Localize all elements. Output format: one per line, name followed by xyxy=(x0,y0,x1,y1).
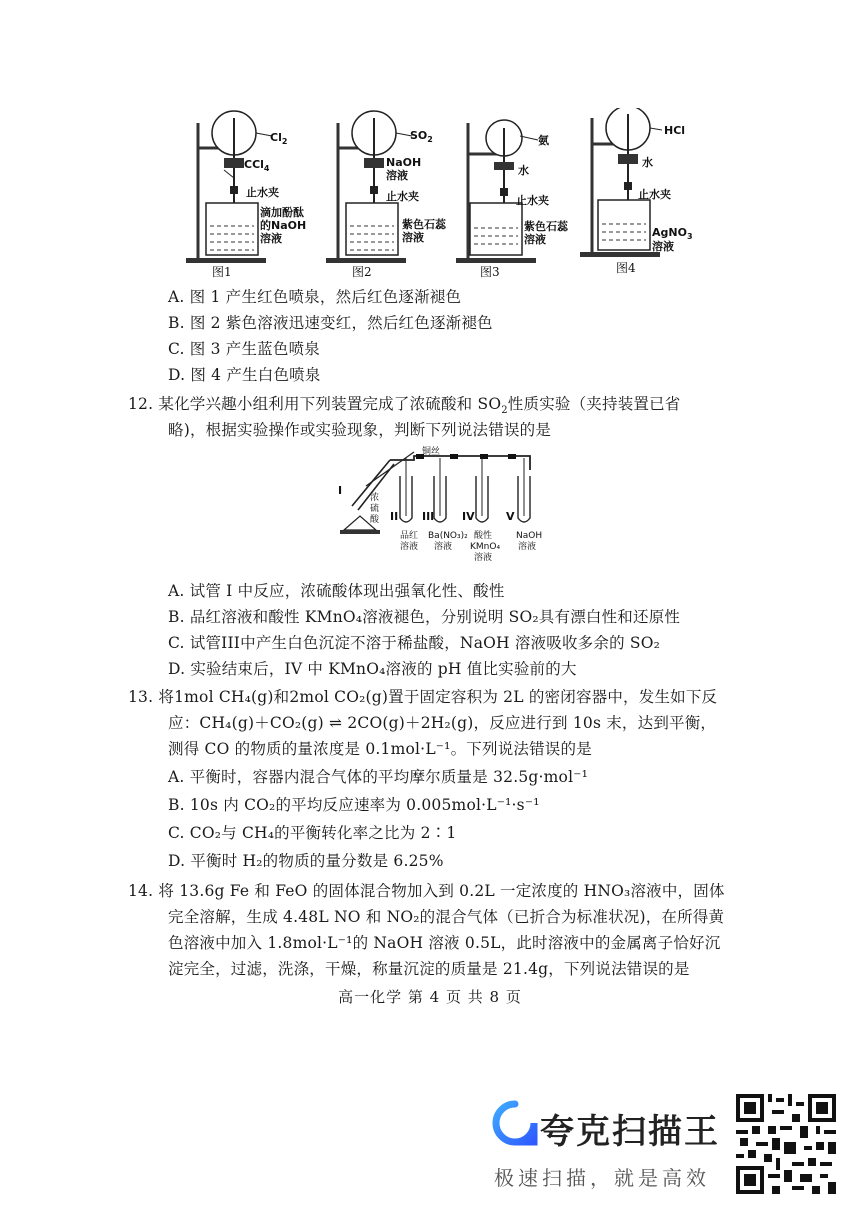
q14-stem-line-4: 淀完全，过滤，洗涤，干燥，称量沉淀的质量是 21.4g，下列说法错误的是 xyxy=(168,960,690,978)
q13-option-d: D. 平衡时 H₂的物质的量分数是 6.25% xyxy=(168,852,444,870)
fig1-caption: 图1 xyxy=(212,265,232,278)
fig4-beaker-label-2: 溶液 xyxy=(652,240,674,253)
tube-3-content-1: Ba(NO₃)₂ xyxy=(428,531,468,541)
fig2-caption: 图2 xyxy=(352,265,372,278)
fig1-beaker-label-3: 溶液 xyxy=(260,232,282,245)
tube-4-label: IV xyxy=(462,510,475,523)
tube-5-content-1: NaOH xyxy=(516,531,543,541)
tube-4-content-1: 酸性 xyxy=(474,531,493,541)
scanner-slogan: 极速扫描，就是高效 xyxy=(494,1166,710,1190)
tube-4-content-3: 溶液 xyxy=(474,553,493,563)
figure-2 xyxy=(326,111,447,278)
q14-stem-line-1: 14. 将 13.6g Fe 和 FeO 的固体混合物加入到 0.2L 一定浓度的 HNO₃溶液中，固体 xyxy=(128,882,725,900)
tube-4-content-2: KMnO₄ xyxy=(470,542,501,552)
fig2-liquid-label-1: NaOH xyxy=(386,156,422,169)
fig4-beaker-label-1: AgNO$_3$ xyxy=(652,226,693,241)
q13-stem-line-3: 测得 CO 的物质的量浓度是 0.1mol·L⁻¹。下列说法错误的是 xyxy=(168,740,592,758)
fig1-beaker-label-2: 的NaOH xyxy=(260,219,307,232)
copper-wire-label: 铜丝 xyxy=(422,447,441,457)
fig2-gas-label: $SO_2$ xyxy=(410,129,433,144)
page-footer: 高一化学 第 4 页 共 8 页 xyxy=(338,988,522,1006)
q12-stem-line-2: 略)，根据实验操作或实验现象，判断下列说法错误的是 xyxy=(168,421,552,439)
tube-2-label: II xyxy=(390,510,399,523)
q11-option-b: B. 图 2 紫色溶液迅速变红，然后红色逐渐褪色 xyxy=(168,314,493,332)
figure-1 xyxy=(186,111,306,278)
scanner-logo-icon xyxy=(492,1100,538,1146)
q12-stem-line-1: 12. 某化学兴趣小组利用下列装置完成了浓硫酸和 $SO_2$性质实验（夹持装置已省 xyxy=(128,395,681,417)
fig3-clip-label: 止水夹 xyxy=(516,194,549,207)
acid-label-2: 硫 xyxy=(370,504,380,514)
q11-option-c: C. 图 3 产生蓝色喷泉 xyxy=(168,340,320,358)
tube-3-content-2: 溶液 xyxy=(434,542,453,552)
fig4-caption: 图4 xyxy=(616,261,636,275)
fig4-liquid-label: 水 xyxy=(642,156,653,169)
tube-1-label: I xyxy=(338,484,343,497)
figure-4 xyxy=(580,108,693,275)
tube-3-label: III xyxy=(422,510,435,523)
figure-3 xyxy=(456,120,569,278)
fig1-beaker-label-1: 滴加酚酞 xyxy=(260,206,304,219)
scanner-brand: 夸克扫描王 xyxy=(540,1112,720,1152)
sulfuric-acid-apparatus xyxy=(330,446,560,566)
fig3-beaker-label-2: 溶液 xyxy=(524,233,546,246)
tube-5-label: V xyxy=(506,510,515,523)
q13-stem-line-2: 应：CH₄(g)＋CO₂(g) ⇌ 2CO(g)＋2H₂(g)，反应进行到 10s 末，达到平衡， xyxy=(168,714,717,732)
fig2-beaker-label-2: 溶液 xyxy=(402,231,424,244)
fountain-experiment-figures xyxy=(180,108,700,278)
acid-label-3: 酸 xyxy=(370,515,380,525)
q12-option-b: B. 品红溶液和酸性 KMnO₄溶液褪色，分别说明 SO₂具有漂白性和还原性 xyxy=(168,608,681,626)
fig1-liquid-label: CCl$_4$ xyxy=(244,158,270,173)
fig3-beaker-label-1: 紫色石蕊 xyxy=(524,220,568,233)
q12-option-c: C. 试管III中产生白色沉淀不溶于稀盐酸，NaOH 溶液吸收多余的 SO₂ xyxy=(168,634,661,652)
fig4-gas-label: HCl xyxy=(664,124,686,137)
fig3-caption: 图3 xyxy=(480,265,500,278)
tube-2-content-2: 溶液 xyxy=(400,542,419,552)
tube-2-content-1: 品红 xyxy=(400,531,419,541)
qr-code-icon xyxy=(736,1094,836,1194)
fig3-liquid-label: 水 xyxy=(518,164,529,177)
q13-stem-line-1: 13. 将1mol CH₄(g)和2mol CO₂(g)置于固定容积为 2L 的密闭容器中，发生如下反 xyxy=(128,688,718,706)
fig4-clip-label: 止水夹 xyxy=(638,188,671,201)
q14-stem-line-3: 色溶液中加入 1.8mol·L⁻¹的 NaOH 溶液 0.5L，此时溶液中的金属离子恰好沉 xyxy=(168,934,721,952)
fig3-gas-label: 氨 xyxy=(538,134,549,147)
tube-5-content-2: 溶液 xyxy=(518,542,537,552)
q13-option-c: C. CO₂与 CH₄的平衡转化率之比为 2∶1 xyxy=(168,824,457,842)
q14-stem-line-2: 完全溶解，生成 4.48L NO 和 NO₂的混合气体（已折合为标准状况)，在所得黄 xyxy=(168,908,725,926)
fig2-beaker-label-1: 紫色石蕊 xyxy=(402,218,446,231)
fig2-clip-label: 止水夹 xyxy=(386,190,419,203)
q13-option-b: B. 10s 内 CO₂的平均反应速率为 0.005mol·L⁻¹·s⁻¹ xyxy=(168,796,540,814)
q12-option-a: A. 试管 I 中反应，浓硫酸体现出强氧化性、酸性 xyxy=(168,582,505,600)
fig1-clip-label: 止水夹 xyxy=(246,186,279,199)
q11-option-d: D. 图 4 产生白色喷泉 xyxy=(168,366,321,384)
acid-label-1: 浓 xyxy=(370,493,380,503)
fig1-gas-label: $Cl_2$ xyxy=(270,131,288,146)
q13-option-a: A. 平衡时，容器内混合气体的平均摩尔质量是 32.5g·mol⁻¹ xyxy=(168,768,589,786)
fig2-liquid-label-2: 溶液 xyxy=(386,169,408,182)
q12-option-d: D. 实验结束后，IV 中 KMnO₄溶液的 pH 值比实验前的大 xyxy=(168,660,577,678)
q11-option-a: A. 图 1 产生红色喷泉，然后红色逐渐褪色 xyxy=(168,288,462,306)
